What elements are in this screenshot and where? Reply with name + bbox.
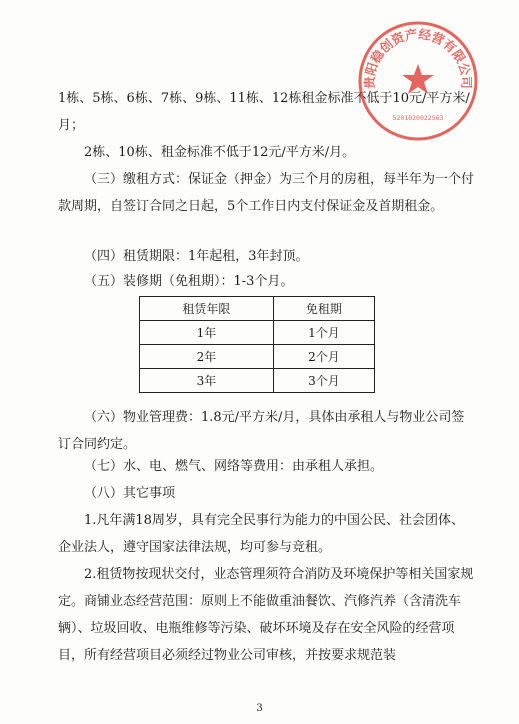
page-number: 3 [256, 703, 263, 714]
table-row [140, 321, 375, 345]
paragraph-rent-standard-1: 1栋、5栋、6栋、7栋、9栋、11栋、12栋租金标准不低于10元/平方米/月； [58, 91, 470, 133]
table-header-cell: 免租期 [273, 297, 374, 321]
paragraph-rent-standard-2: 2栋、10栋、租金标准不低于12元/平方米/月。 [84, 145, 356, 160]
company-seal-stamp [355, 18, 481, 144]
table-cell: 2个月 [273, 345, 374, 369]
seal-star-icon [402, 64, 434, 94]
table-row [140, 369, 375, 393]
paragraph-property-fee: （六）物业管理费：1.8元/平方米/月，具体由承租人与物业公司签订合同约定。 [58, 410, 465, 452]
paragraph-eligibility: 1.凡年满18周岁，具有完全民事行为能力的中国公民、社会团体、企业法人，遵守国家法律法规，均可参与竞租。 [58, 513, 464, 555]
svg-text:5201020022563: 5201020022563 [392, 114, 444, 122]
table-cell: 3个月 [273, 369, 374, 393]
paragraph-payment-method: （三）缴租方式：保证金（押金）为三个月的房租，每半年为一个付款周期，自签订合同之日起，5个工作日内支付保证金及首期租金。 [58, 172, 475, 214]
table-row [140, 345, 375, 369]
paragraph-business-scope: 2.租赁物按现状交付，业态管理须符合消防及环境保护等相关国家规定。商铺业态经营范围：原则上不能做重油餐饮、汽修汽养（含清洗车辆）、垃圾回收、电瓶维修等污染、破坏环境及存在安全风险的经营项目，所有经营项目必须经过物业公司审核，并按要求规范装 [58, 567, 474, 663]
table-cell: 1年 [140, 321, 274, 345]
table-header-row [140, 297, 375, 321]
table-header-cell: 租赁年限 [140, 297, 274, 321]
paragraph-rent-free-period: （五）装修期（免租期）：1-3个月。 [84, 274, 294, 289]
svg-text:贵阳稳创资产经营有限公司: 贵阳稳创资产经营有限公司 [361, 26, 475, 89]
paragraph-other-matters-heading: （八）其它事项 [84, 486, 176, 501]
rent-free-table [139, 296, 375, 393]
paragraph-utilities: （七）水、电、燃气、网络等费用：由承租人承担。 [84, 459, 384, 474]
table-cell: 1个月 [273, 321, 374, 345]
table-cell: 2年 [140, 345, 274, 369]
paragraph-lease-term: （四）租赁期限：1年起租，3年封顶。 [84, 249, 309, 264]
table-cell: 3年 [140, 369, 274, 393]
